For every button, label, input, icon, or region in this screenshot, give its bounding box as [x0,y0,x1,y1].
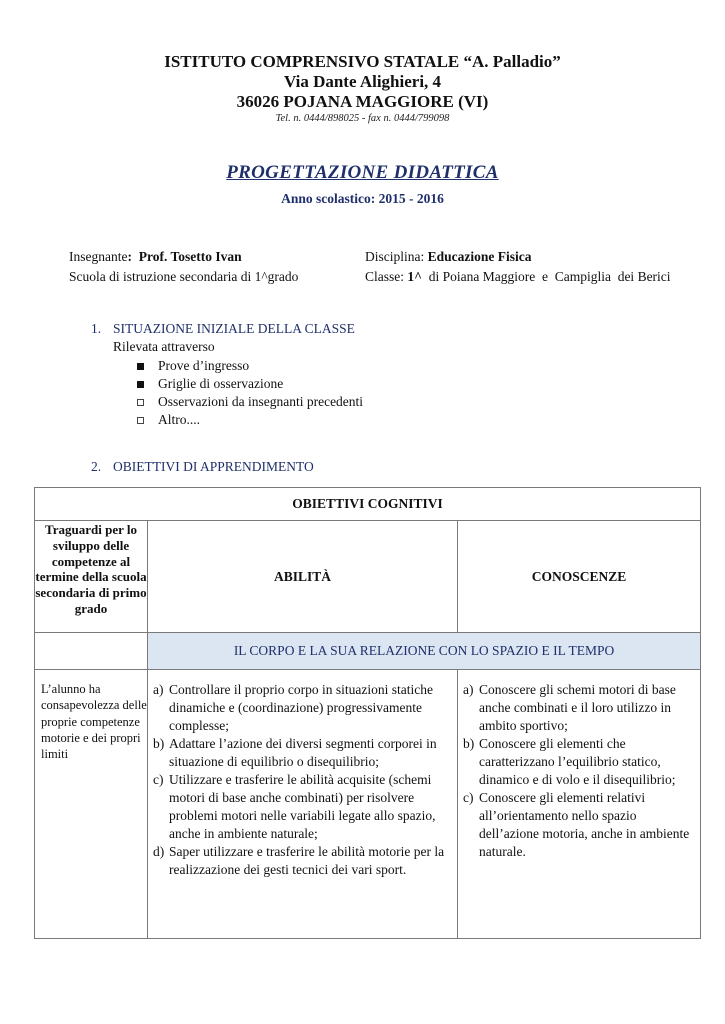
assessment-item[interactable] [137,375,363,393]
discipline-info [365,247,532,267]
assessment-item-label: Osservazioni da insegnanti precedenti [158,394,364,409]
teacher-label: Insegnante [69,249,128,264]
assessment-item-label: Griglie di osservazione [158,376,284,391]
section-1-title: SITUAZIONE INIZIALE DELLA CLASSE [113,321,355,336]
abilita-cell [148,670,458,939]
item-text: Conoscere gli schemi motori di base anche combinati e il loro utilizzo in ambito sportivo; [479,682,676,733]
abilita-item [153,843,453,879]
document-title: PROGETTAZIONE DIDATTICA [226,162,499,183]
item-marker: b) [463,736,475,751]
header-traguardi: Traguardi per lo sviluppo delle competenze al termine della scuola secondaria di primo grado [35,521,148,633]
item-text: Controllare il proprio corpo in situazioni statiche dinamiche e (coordinazione) progressivamente complesse; [169,682,433,733]
band-empty-cell [35,633,148,670]
checked-box-icon[interactable] [137,381,144,388]
item-text: Saper utilizzare e trasferire le abilità motorie per la realizzazione dei gesti tecnici dei vari sport. [169,844,445,877]
class-label: Classe: [365,269,408,284]
item-marker: a) [153,682,164,697]
conoscenze-list [458,670,700,861]
table-title-row [35,488,701,521]
band-topic: IL CORPO E LA SUA RELAZIONE CON LO SPAZIO E IL TEMPO [148,633,701,670]
header-conoscenze: CONOSCENZE [458,521,701,633]
institute-name: ISTITUTO COMPRENSIVO STATALE “A. Palladio” [164,52,561,71]
section-2-title: OBIETTIVI DI APPRENDIMENTO [113,459,314,474]
conoscenze-cell [458,670,701,939]
assessment-item-label: Altro.... [158,412,200,427]
section-2-heading [91,459,314,475]
teacher-colon: : [127,249,132,264]
section-1-subtitle: Rilevata attraverso [113,339,215,354]
conoscenze-item [463,789,696,861]
assessment-item[interactable] [137,357,363,375]
header-abilita: ABILITÀ [148,521,458,633]
school-level: Scuola di istruzione secondaria di 1^grado [69,269,299,284]
letterhead [0,52,725,125]
item-text: Conoscere gli elementi che caratterizzano l’equilibrio statico, dinamico e di volo e il disequilibrio; [479,736,676,787]
objectives-table [34,487,701,939]
abilita-item [153,771,453,843]
table-title: OBIETTIVI COGNITIVI [35,488,701,521]
item-marker: a) [463,682,474,697]
abilita-item [153,735,453,771]
conoscenze-item [463,735,696,789]
traguardo-text: L’alunno ha consapevolezza delle proprie competenze motorie e dei propri limiti [41,682,147,762]
abilita-item [153,681,453,735]
school-year: Anno scolastico: 2015 - 2016 [281,191,444,206]
conoscenze-item [463,681,696,735]
institute-contact: Tel. n. 0444/898025 - fax n. 0444/799098 [275,113,450,124]
checked-box-icon[interactable] [137,363,144,370]
traguardo-cell [35,670,148,939]
item-marker: b) [153,736,165,751]
section-2-number: 2. [91,459,102,474]
item-text: Conoscere gli elementi relativi all’orientamento nello spazio dell’azione motoria, anche in ambiente naturale. [479,790,690,859]
section-1-number: 1. [91,321,102,336]
item-marker: c) [153,772,164,787]
teacher-name: Prof. Tosetto Ivan [138,249,242,264]
class-value: 1^ [407,269,422,284]
teacher-info [69,247,242,267]
unchecked-box-icon[interactable] [137,399,144,406]
table-band-row [35,633,701,670]
assessment-item-label: Prove d’ingresso [158,358,250,373]
class-info [365,267,671,287]
unchecked-box-icon[interactable] [137,417,144,424]
section-1-heading [91,321,355,337]
initial-assessment-list [137,357,363,429]
assessment-item[interactable] [137,411,363,429]
item-marker: d) [153,844,165,859]
class-location: di Poiana Maggiore e Campiglia dei Berici [421,269,671,284]
item-marker: c) [463,790,474,805]
table-row [35,670,701,939]
assessment-item[interactable] [137,393,363,411]
item-text: Adattare l’azione dei diversi segmenti corporei in situazione di equilibrio o disequilibrio; [169,736,437,769]
discipline-label: Disciplina: [365,249,428,264]
item-text: Utilizzare e trasferire le abilità acquisite (schemi motori di base anche combinati) per risolvere problemi motori nelle variabili legate allo spazio, anche in ambiente naturale; [169,772,436,841]
institute-city: 36026 POJANA MAGGIORE (VI) [236,92,489,111]
table-header-row [35,521,701,633]
abilita-list [148,670,457,879]
institute-address: Via Dante Alighieri, 4 [283,72,442,91]
discipline-value: Educazione Fisica [427,249,532,264]
